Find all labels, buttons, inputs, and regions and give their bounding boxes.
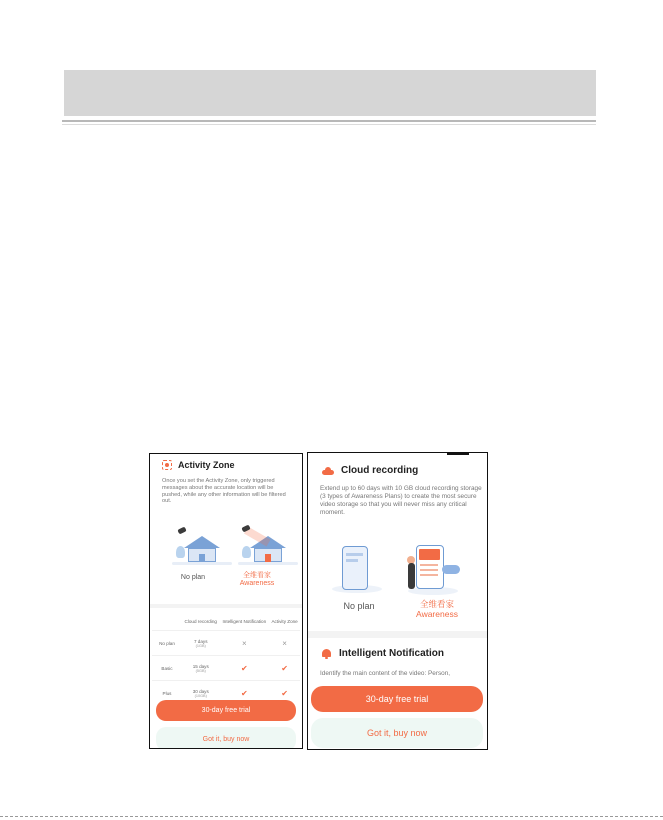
awareness-label [232,572,282,588]
cross-icon: × [219,631,269,656]
storage-size: (5GB) [195,668,206,673]
phone-no-plan-illustration [342,546,368,590]
awareness-cn-label: 全维看家 [419,599,454,609]
table-cell-storage [182,631,219,656]
no-plan-label: No plan [180,574,206,581]
awareness-cn-label: 全维看家 [243,572,271,579]
bell-icon [322,649,331,659]
table-cell-storage [182,656,219,681]
table-header: Intelligent Notification [222,618,267,624]
no-plan-label: No plan [343,601,375,611]
activity-zone-screenshot [149,453,303,749]
storage-days: 15 days [192,663,209,669]
table-cell-plan: Plus [152,681,182,706]
activity-zone-description: Once you set the Activity Zone, only triggered messages about the accurate location will be pushed, while any other information will be filtered out. [162,478,286,505]
cloud-illustration [442,565,460,574]
cloud-recording-screenshot [307,452,488,750]
cloud-recording-title: Cloud recording [341,465,419,476]
cross-icon: × [269,631,300,656]
header-rule-thin [62,124,596,125]
storage-days: 7 days [193,638,208,644]
header-bar [64,70,596,116]
person-illustration [408,563,415,589]
check-icon: ✔ [269,656,300,681]
table-header-row [152,612,300,631]
check-icon: ✔ [219,681,269,706]
page-bottom-rule [0,816,663,817]
storage-size: (10GB) [194,693,207,698]
awareness-en-label: Awareness [239,580,275,587]
table-header: Activity Zone [271,618,298,624]
cloud-recording-description: Extend up to 60 days with 10 GB cloud recording storage (3 types of Awareness Plans) to create the most secure video storage so that you will never miss any critical moment. [320,485,482,516]
table-row [152,631,300,656]
storage-size: (1GB) [195,643,206,648]
table-cell-plan: Basic [152,656,182,681]
intelligent-notification-description: Identify the main content of the video: Person, [320,670,451,677]
plan-comparison-table [152,612,300,705]
section-divider [308,631,487,638]
intelligent-notification-title: Intelligent Notification [339,648,444,659]
status-bar-notch [447,452,469,455]
table-header: Cloud recording [184,618,217,624]
header-rule [62,120,596,122]
awareness-label [402,599,472,619]
storage-days: 30 days [192,688,209,694]
table-cell-plan: No plan [152,631,182,656]
check-icon: ✔ [269,681,300,706]
activity-zone-title: Activity Zone [178,460,235,470]
buy-now-button[interactable]: Got it, buy now [311,718,483,748]
camera-icon [177,527,186,535]
table-row [152,656,300,681]
section-divider [150,604,302,608]
awareness-en-label: Awareness [416,609,458,619]
intelligent-notification-header [322,648,444,659]
cloud-icon [322,467,334,475]
activity-zone-icon [162,460,172,470]
cloud-recording-header [322,465,418,476]
free-trial-button[interactable]: 30-day free trial [311,686,483,712]
table-header [152,612,182,631]
check-icon: ✔ [219,656,269,681]
phone-awareness-illustration [416,545,444,589]
free-trial-button[interactable]: 30-day free trial [156,700,296,721]
buy-now-button[interactable]: Got it, buy now [156,727,296,749]
activity-zone-header [162,460,235,470]
